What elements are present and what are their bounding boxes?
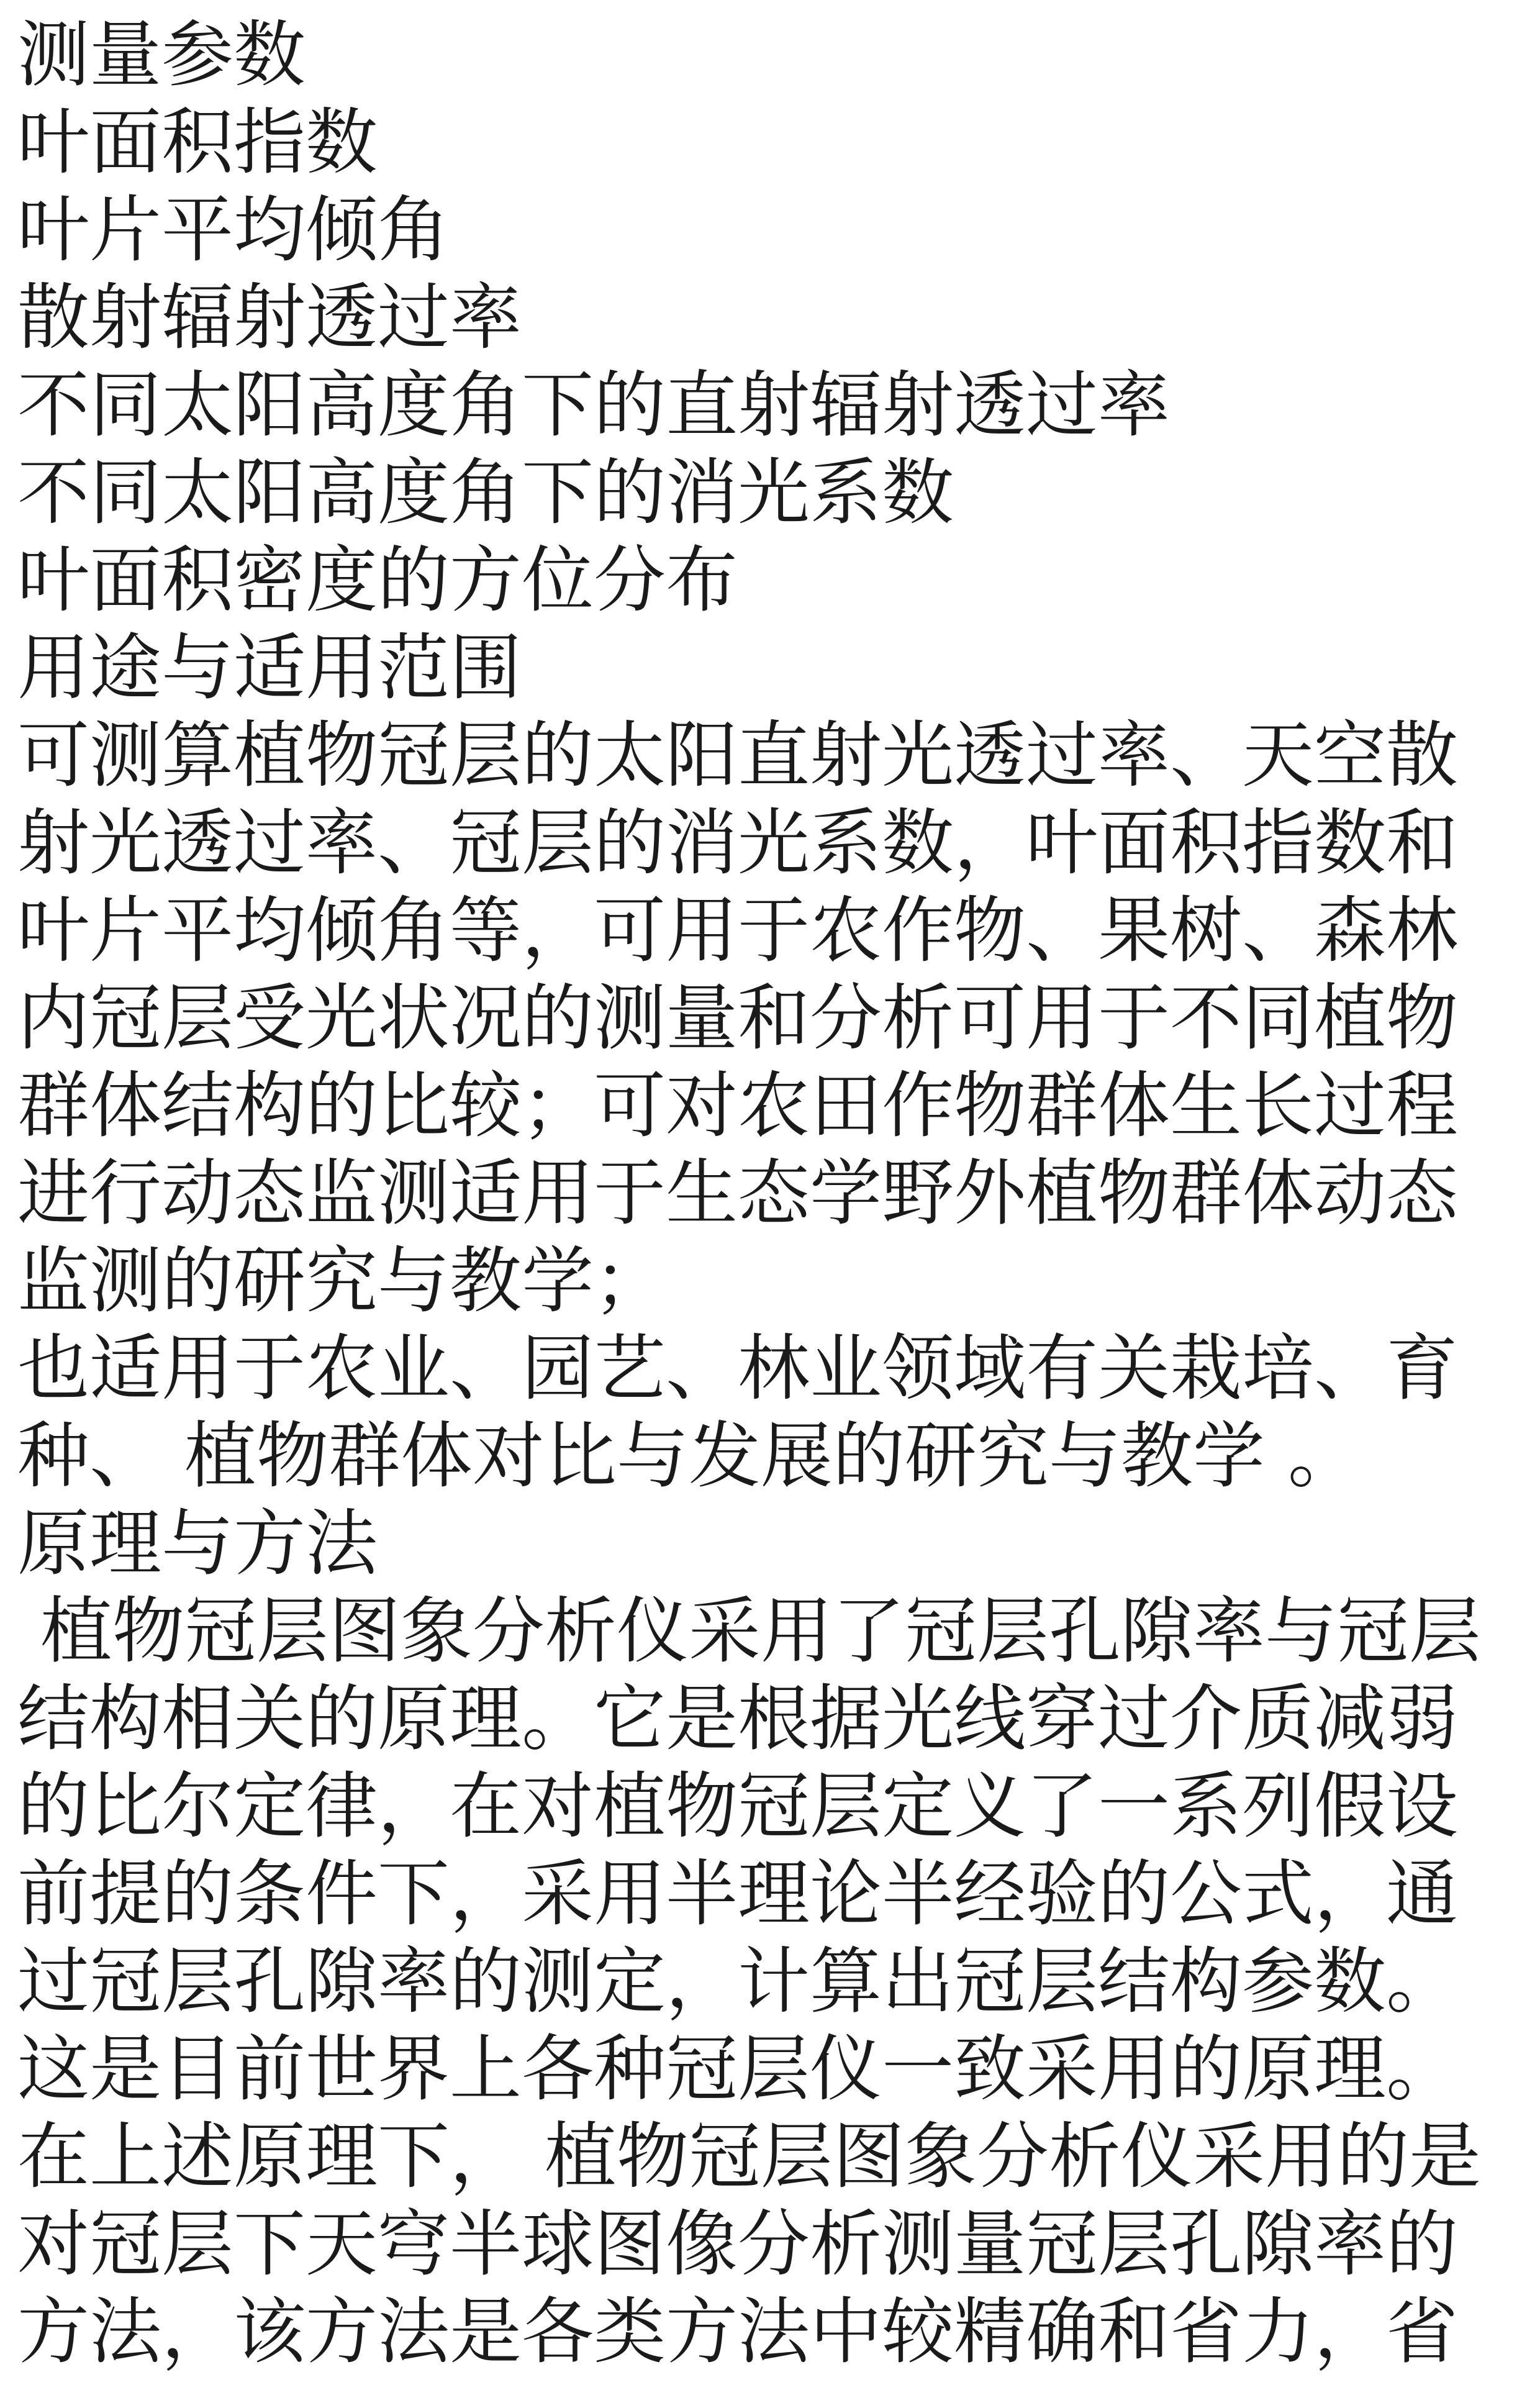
document-body <box>17 11 1533 2376</box>
principle-paragraph-line: 这是目前世界上各种冠层仪一致采用的原理。 <box>17 2027 1458 2111</box>
usage-paragraph-line: 种、 植物群体对比与发展的研究与教学 。 <box>17 1414 1360 1498</box>
usage-paragraph-line: 进行动态监测适用于生态学野外植物群体动态 <box>17 1152 1458 1235</box>
section-heading-usage: 用途与适用范围 <box>17 626 522 710</box>
usage-paragraph-line: 射光透过率、冠层的消光系数，叶面积指数和 <box>17 801 1458 885</box>
parameter-item: 不同太阳高度角下的消光系数 <box>17 451 954 535</box>
usage-paragraph-line: 内冠层受光状况的测量和分析可用于不同植物 <box>17 976 1458 1060</box>
principle-paragraph-line: 的比尔定律，在对植物冠层定义了一系列假设 <box>17 1765 1458 1848</box>
usage-paragraph-line: 也适用于农业、园艺、林业领域有关栽培、育 <box>17 1327 1458 1411</box>
usage-paragraph-line: 群体结构的比较；可对农田作物群体生长过程 <box>17 1064 1458 1148</box>
parameter-item: 叶面积密度的方位分布 <box>17 538 738 622</box>
usage-paragraph-line: 叶片平均倾角等，可用于农作物、果树、森林 <box>17 889 1458 973</box>
parameter-item: 叶片平均倾角 <box>17 188 450 272</box>
principle-paragraph-line: 方法，该方法是各类方法中较精确和省力，省 <box>17 2290 1458 2374</box>
parameter-item: 散射辐射透过率 <box>17 276 522 360</box>
principle-paragraph-line: 对冠层下天穹半球图像分析测量冠层孔隙率的 <box>17 2202 1458 2286</box>
parameter-item: 不同太阳高度角下的直射辐射透过率 <box>17 363 1170 447</box>
principle-paragraph-line: 结构相关的原理。它是根据光线穿过介质减弱 <box>17 1677 1458 1761</box>
section-heading-principle: 原理与方法 <box>17 1502 378 1586</box>
section-heading-parameters: 测量参数 <box>17 13 306 97</box>
principle-paragraph-line: 在上述原理下， 植物冠层图象分析仪采用的是 <box>17 2115 1481 2199</box>
principle-paragraph-line: 前提的条件下，采用半理论半经验的公式，通 <box>17 1852 1458 1936</box>
usage-paragraph-line: 监测的研究与教学； <box>17 1239 666 1323</box>
usage-paragraph-line: 可测算植物冠层的太阳直射光透过率、天空散 <box>17 714 1458 797</box>
parameter-item: 叶面积指数 <box>17 101 378 184</box>
principle-paragraph-line: 过冠层孔隙率的测定，计算出冠层结构参数。 <box>17 1940 1458 2024</box>
principle-paragraph-line: 植物冠层图象分析仪采用了冠层孔隙率与冠层 <box>17 1589 1481 1673</box>
